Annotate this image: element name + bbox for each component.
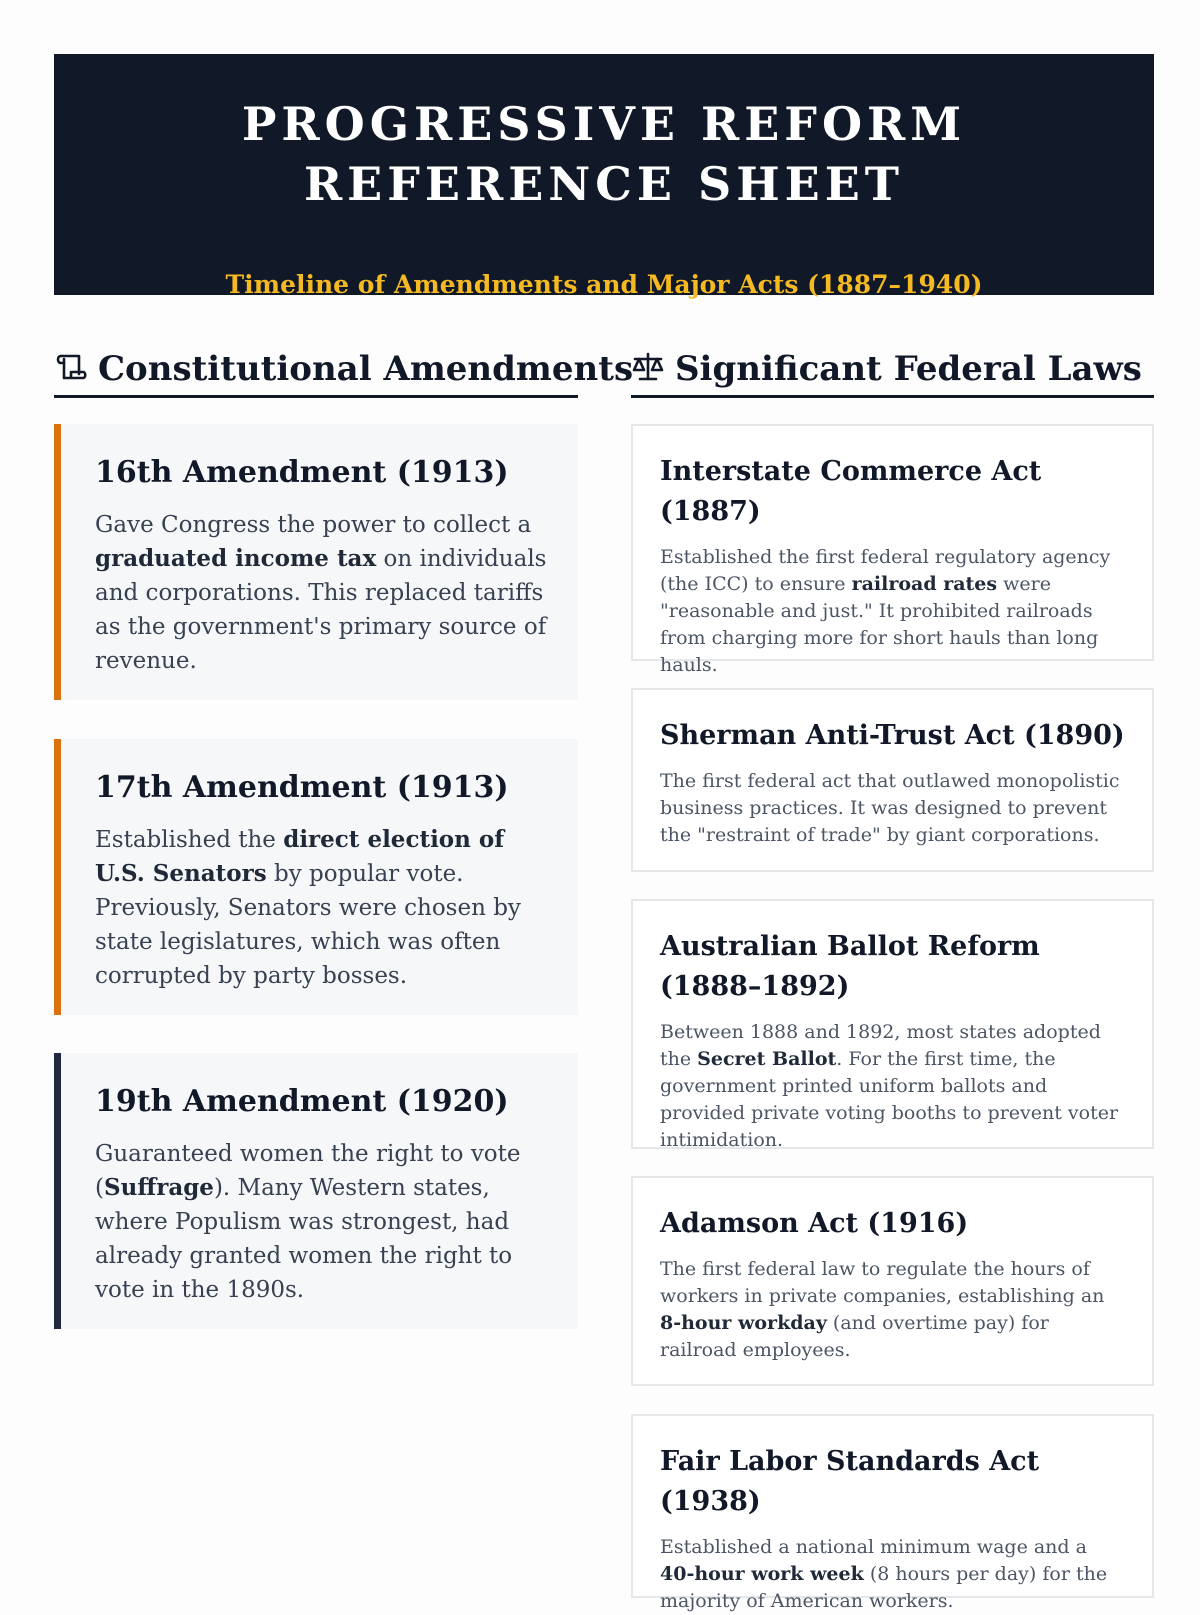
law-card-adamson-act: [631, 1176, 1154, 1386]
amendments-heading-label: Constitutional Amendments: [98, 349, 634, 389]
amendment-card-16th: [54, 424, 578, 700]
header-banner: [54, 54, 1154, 299]
page-title-line-2: REFERENCE SHEET: [303, 157, 905, 211]
laws-heading-label: Significant Federal Laws: [675, 349, 1142, 389]
page-title-line-1: PROGRESSIVE REFORM: [241, 97, 967, 151]
amendment-title: 19th Amendment (1920): [95, 1084, 509, 1119]
law-title: Interstate Commerce Act (1887): [660, 456, 1042, 527]
law-card-australian-ballot: [631, 899, 1154, 1149]
amendment-description: Established the direct election of U.S. Senators by popular vote. Previously, Senators were chosen by state legislatures, which was often corrupted by party bosses.: [95, 826, 521, 989]
page-subtitle: Timeline of Amendments and Major Acts (1887–1940): [225, 270, 983, 299]
law-title: Adamson Act (1916): [660, 1208, 969, 1239]
page-title: [54, 94, 1154, 214]
law-title: Fair Labor Standards Act (1938): [660, 1446, 1040, 1517]
laws-heading: [631, 348, 1154, 398]
amendment-title: 16th Amendment (1913): [95, 455, 509, 490]
law-card-fair-labor-standards: [631, 1414, 1154, 1612]
scales-icon: [631, 350, 665, 384]
law-description: The first federal act that outlawed monopolistic business practices. It was designed to prevent the "restraint of trade" by giant corporations.: [660, 770, 1120, 846]
law-description: The first federal law to regulate the hours of workers in private companies, establishing an 8-hour workday (and overtime pay) for railroad employees.: [660, 1258, 1105, 1361]
law-description: Established a national minimum wage and a 40-hour work week (8 hours per day) for the majority of American workers.: [660, 1536, 1108, 1612]
amendment-description: Gave Congress the power to collect a graduated income tax on individuals and corporations. This replaced tariffs as the government's primary source of revenue.: [95, 512, 547, 674]
law-description: Between 1888 and 1892, most states adopted the Secret Ballot. For the first time, the government printed uniform ballots and provided private voting booths to prevent voter intimidation.: [660, 1021, 1119, 1151]
scroll-icon: [54, 350, 88, 384]
amendment-title: 17th Amendment (1913): [95, 770, 509, 805]
law-title: Sherman Anti-Trust Act (1890): [660, 720, 1125, 751]
law-card-sherman-antitrust: [631, 688, 1154, 872]
amendment-description: Guaranteed women the right to vote (Suffrage). Many Western states, where Populism was strongest, had already granted women the right to vote in the 1890s.: [95, 1141, 521, 1303]
law-card-interstate-commerce: [631, 424, 1154, 676]
law-title: Australian Ballot Reform (1888–1892): [660, 931, 1040, 1002]
amendment-card-17th: [54, 739, 578, 1015]
amendment-card-19th: [54, 1053, 578, 1329]
amendments-heading: [54, 348, 634, 398]
law-description: Established the first federal regulatory agency (the ICC) to ensure railroad rates were "reasonable and just." It prohibited railroads from charging more for short hauls than long hauls.: [660, 546, 1111, 676]
